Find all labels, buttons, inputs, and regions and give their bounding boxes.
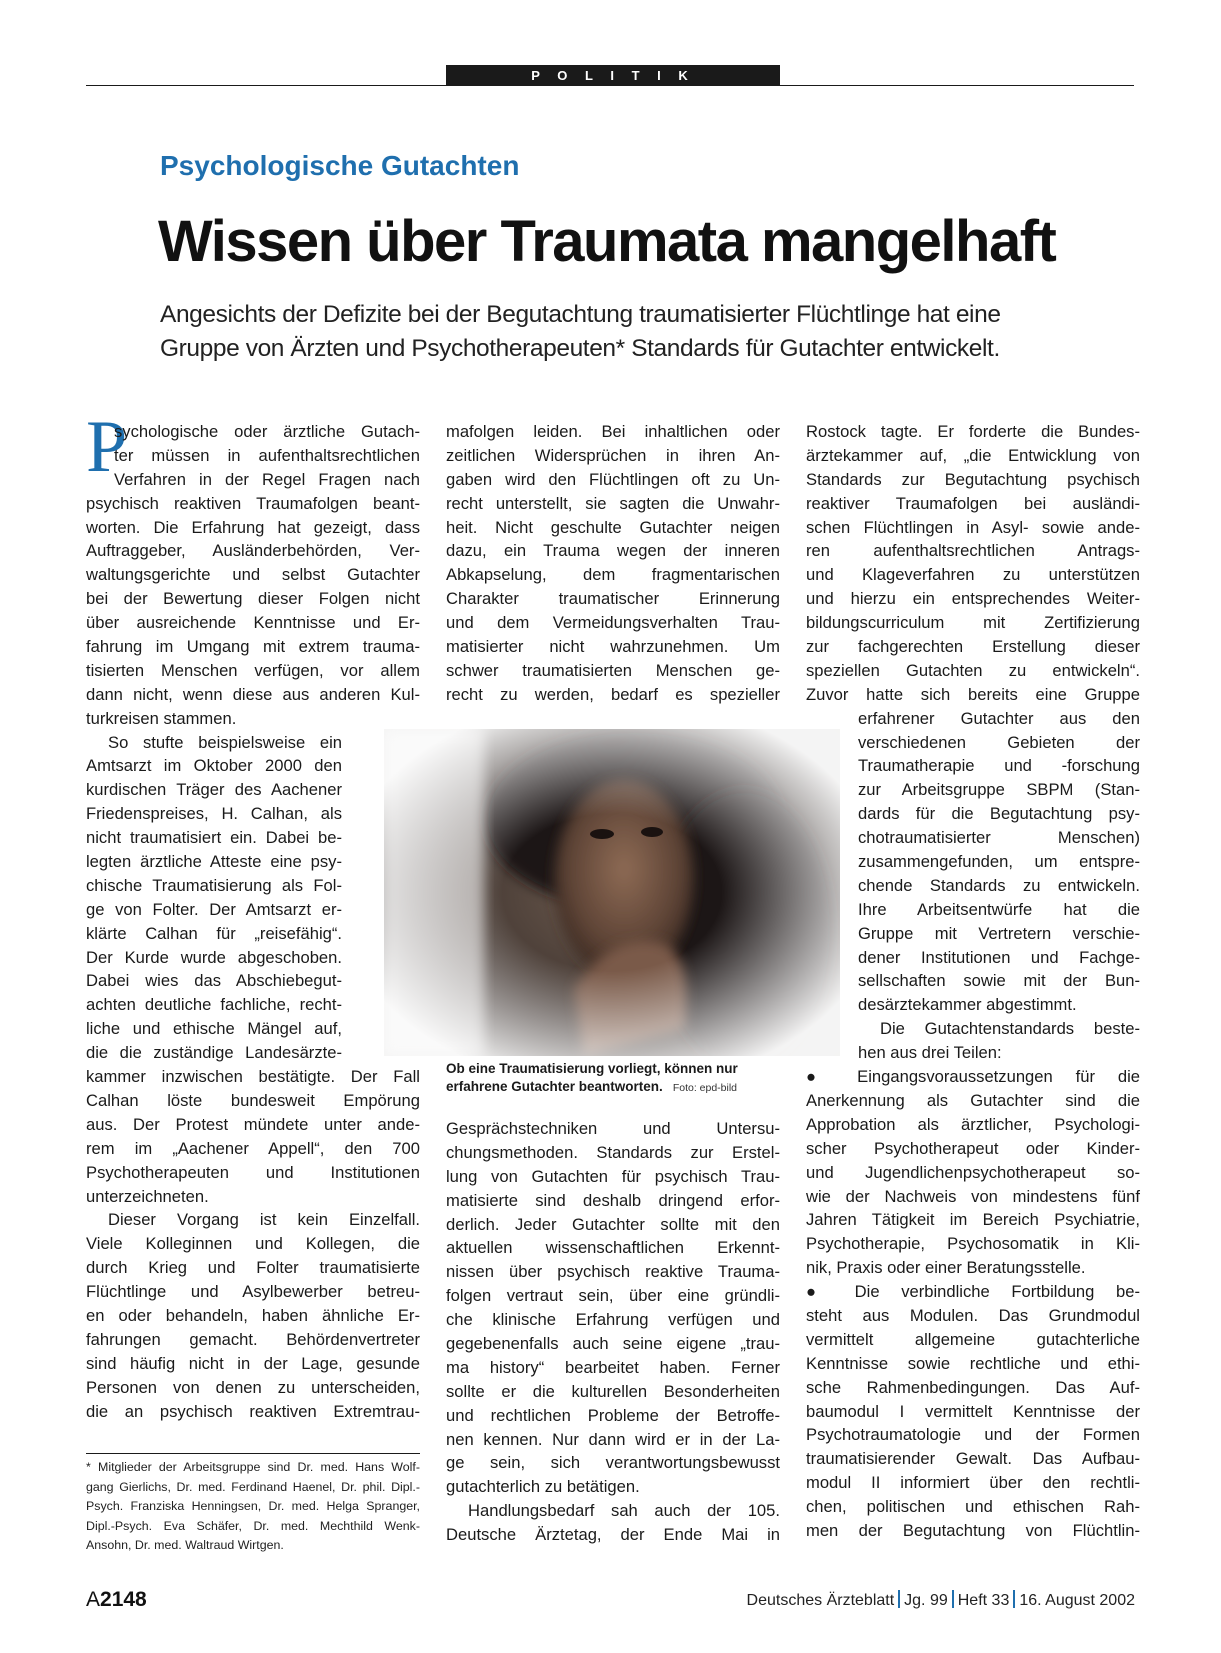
text-line: und hierzu ein entsprechendes Weiter- bbox=[806, 589, 1140, 609]
text-line: und dem Vermeidungsverhalten Trau- bbox=[446, 613, 780, 633]
text-line: ge von Folter. Der Amtsarzt er- bbox=[86, 899, 342, 919]
text-line: fahrung im Umgang mit extrem trauma- bbox=[86, 637, 420, 657]
text-line: tisierten Menschen verfügen, vor allem bbox=[86, 660, 420, 680]
text-line: klärte Calhan für „reisefähig“. bbox=[86, 923, 342, 943]
text-line: sychologische oder ärztliche Gutach- bbox=[114, 422, 420, 441]
text-line: Calhan löste bundesweit Empörung bbox=[86, 1090, 420, 1110]
footnote-line: * Mitglieder der Arbeitsgruppe sind Dr. med. Hans Wolf- bbox=[86, 1460, 420, 1474]
column-3 bbox=[806, 420, 1140, 1543]
text-line: worten. Die Erfahrung hat gezeigt, dass bbox=[86, 517, 420, 537]
separator bbox=[1013, 1590, 1015, 1608]
text-line: matisierter nicht wahrzunehmen. Um bbox=[446, 637, 780, 657]
text-line: vermittelt allgemeine gutachterliche bbox=[806, 1329, 1140, 1349]
text-line: sind häufig nicht in der Lage, gesunde bbox=[86, 1353, 420, 1373]
text-line: ma history“ bearbeitet haben. Ferner bbox=[446, 1357, 780, 1377]
text-line: bei der Bewertung dieser Folgen nicht bbox=[86, 589, 420, 609]
text-line: und rechtlichen Probleme der Betroffe- bbox=[446, 1405, 780, 1425]
text-line: zusammengefunden, um entspre- bbox=[858, 852, 1140, 872]
text-line: Deutsche Ärztetag, der Ende Mai in bbox=[446, 1525, 780, 1545]
text-line: ● Die verbindliche Fortbildung be- bbox=[806, 1282, 1140, 1302]
article-photo bbox=[384, 729, 840, 1056]
text-line: verschiedenen Gebieten der bbox=[858, 732, 1140, 752]
text-line: Zuvor hatte sich bereits eine Gruppe bbox=[806, 684, 1140, 704]
text-line: men der Begutachtung von Flüchtlin- bbox=[806, 1520, 1140, 1540]
text-line: Gruppe mit Vertretern verschie- bbox=[858, 923, 1140, 943]
text-line: nissen über psychisch reaktive Trauma- bbox=[446, 1262, 780, 1282]
text-line: dann nicht, wenn diese aus anderen Kul- bbox=[86, 684, 420, 704]
text-line: Traumatherapie und -forschung bbox=[858, 756, 1140, 776]
text-line: Anerkennung als Gutachter sind die bbox=[806, 1090, 1140, 1110]
caption-text: Ob eine Traumatisierung vorliegt, können nur erfahrene Gutachter beantworten. bbox=[446, 1061, 738, 1094]
text-line: fahrungen gemacht. Behördenvertreter bbox=[86, 1329, 420, 1349]
journal-name: Deutsches Ärzteblatt bbox=[746, 1592, 895, 1609]
column-1 bbox=[86, 420, 420, 1423]
text-line: die an psychisch reaktiven Extremtrau- bbox=[86, 1401, 420, 1421]
text-line: Amtsarzt im Oktober 2000 den bbox=[86, 756, 342, 776]
footnote-line: Dipl.-Psych. Eva Schäfer, Dr. med. Mechthild Wenk- bbox=[86, 1518, 420, 1533]
text-line: Friedenspreises, H. Calhan, als bbox=[86, 804, 342, 824]
journal-footer bbox=[747, 1590, 1135, 1610]
text-line: erfahrener Gutachter aus den bbox=[858, 708, 1140, 728]
text-line: hen aus drei Teilen: bbox=[858, 1043, 1002, 1063]
text-line: sche Rahmenbedingungen. Das Auf- bbox=[806, 1377, 1140, 1397]
text-line: Rostock tagte. Er forderte die Bundes- bbox=[806, 422, 1140, 441]
photo-caption bbox=[446, 1060, 780, 1097]
journal-issue: Heft 33 bbox=[957, 1592, 1010, 1609]
text-line: ren aufenthaltsrechtlichen Antrags- bbox=[806, 541, 1140, 561]
page-number-value: 2148 bbox=[100, 1588, 147, 1611]
journal-date: 16. August 2002 bbox=[1019, 1592, 1135, 1609]
text-line: Approbation als ärztlicher, Psychologi- bbox=[806, 1114, 1140, 1134]
text-line: chotraumatisierter Menschen) bbox=[858, 828, 1140, 848]
text-line: aus. Der Protest mündete unter ande- bbox=[86, 1114, 420, 1134]
text-line: Psychotherapie, Psychosomatik in Kli- bbox=[806, 1234, 1140, 1254]
text-line: legten ärztliche Atteste eine psy- bbox=[86, 852, 342, 872]
text-line: ter müssen in aufenthaltsrechtlichen bbox=[114, 445, 420, 465]
footnote-rule bbox=[86, 1453, 420, 1454]
text-line: Flüchtlinge und Asylbewerber betreu- bbox=[86, 1282, 420, 1302]
text-line: sellschaften sowie mit der Bun- bbox=[858, 971, 1140, 991]
text-line: derlich. Jeder Gutachter sollte mit den bbox=[446, 1214, 780, 1234]
text-line: speziellen Gutachten zu entwickeln“. bbox=[806, 660, 1140, 680]
text-line: bildungscurriculum mit Zertifizierung bbox=[806, 613, 1140, 633]
text-line: nen kennen. Nur dann wird er in der La- bbox=[446, 1429, 780, 1449]
text-line: turkreisen stammen. bbox=[86, 708, 237, 728]
text-line: lung von Gutachten für psychisch Trau- bbox=[446, 1166, 780, 1186]
text-line: zur fachgerechten Erstellung dieser bbox=[806, 637, 1140, 657]
drop-cap: P bbox=[86, 406, 128, 488]
text-line: dener Institutionen und Fachge- bbox=[858, 947, 1140, 967]
text-line: folgen vertraut sein, über eine gründli- bbox=[446, 1286, 780, 1306]
text-line: kammer inzwischen bestätigte. Der Fall bbox=[86, 1067, 420, 1087]
text-line: Personen von denen zu unterscheiden, bbox=[86, 1377, 420, 1397]
footnote-line: Psych. Franziska Henningsen, Dr. med. Helga Spranger, bbox=[86, 1499, 420, 1513]
text-line: Standards zur Begutachtung psychisch bbox=[806, 469, 1140, 489]
text-line: ● Eingangsvoraussetzungen für die bbox=[806, 1067, 1140, 1087]
text-line: Verfahren in der Regel Fragen nach bbox=[114, 469, 420, 489]
text-line: nik, Praxis oder einer Beratungsstelle. bbox=[806, 1258, 1086, 1278]
text-line: Charakter traumatischer Erinnerung bbox=[446, 589, 780, 609]
text-line: en oder behandeln, haben ähnliche Er- bbox=[86, 1305, 420, 1325]
text-line: So stufte beispielsweise ein bbox=[108, 732, 342, 752]
text-line: sollte er die kulturellen Besonderheiten bbox=[446, 1381, 780, 1401]
section-label: P O L I T I K bbox=[446, 65, 780, 86]
text-line: chen, politischen und ethischen Rah- bbox=[806, 1497, 1140, 1517]
text-line: recht zu werden, bedarf es spezieller bbox=[446, 684, 780, 704]
text-line: die die zuständige Landesärzte- bbox=[86, 1043, 342, 1063]
text-line: recht unterstellt, sie sagten die Unwahr- bbox=[446, 493, 780, 513]
text-line: und Jugendlichenpsychotherapeut so- bbox=[806, 1162, 1140, 1182]
separator bbox=[952, 1590, 954, 1608]
text-line: achten deutliche fachliche, recht- bbox=[86, 995, 342, 1015]
text-line: Psychotraumatologie und der Formen bbox=[806, 1425, 1140, 1445]
separator bbox=[898, 1590, 900, 1608]
text-line: dazu, ein Trauma wegen der inneren bbox=[446, 541, 780, 561]
text-line: und Klageverfahren zu unterstützen bbox=[806, 565, 1140, 585]
text-line: kurdischen Träger des Aachener bbox=[86, 780, 342, 800]
text-line: Gesprächstechniken und Untersu- bbox=[446, 1119, 780, 1138]
text-line: modul II informiert über den rechtli- bbox=[806, 1473, 1140, 1493]
text-line: Kenntnisse sowie rechtliche und ethi- bbox=[806, 1353, 1140, 1373]
text-line: chende Standards zu entwickeln. bbox=[858, 875, 1140, 895]
footnote bbox=[86, 1458, 420, 1556]
footnote-line: Ansohn, Dr. med. Waltraud Wirtgen. bbox=[86, 1538, 284, 1552]
text-line: Psychotherapeuten und Institutionen bbox=[86, 1162, 420, 1182]
text-line: zeitlichen Widersprüchen in ihren An- bbox=[446, 445, 780, 465]
text-line: nicht traumatisiert ein. Dabei be- bbox=[86, 828, 342, 848]
text-line: gegebenenfalls auch seine eigene „trau- bbox=[446, 1334, 780, 1354]
text-line: Handlungsbedarf sah auch der 105. bbox=[468, 1501, 780, 1521]
text-line: liche und ethische Mängel auf, bbox=[86, 1019, 342, 1039]
text-line: waltungsgerichte und selbst Gutachter bbox=[86, 565, 420, 585]
text-line: psychisch reaktiven Traumafolgen beant- bbox=[86, 493, 420, 513]
text-line: über ausreichende Kenntnisse und Er- bbox=[86, 613, 420, 633]
text-line: durch Krieg und Folter traumatisierte bbox=[86, 1258, 420, 1278]
headline: Wissen über Traumata mangelhaft bbox=[158, 209, 1056, 274]
text-line: Der Kurde wurde abgeschoben. bbox=[86, 947, 342, 967]
text-line: ärztekammer auf, „die Entwicklung von bbox=[806, 445, 1140, 465]
text-line: Auftraggeber, Ausländerbehörden, Ver- bbox=[86, 541, 420, 561]
text-line: heit. Nicht geschulte Gutachter neigen bbox=[446, 517, 780, 537]
text-line: chische Traumatisierung als Fol- bbox=[86, 875, 342, 895]
standfirst: Angesichts der Defizite bei der Begutachtung traumatisierter Flüchtlinge hat eine Gruppe von Ärzten und Psychotherapeuten* Standards für Gutachter entwickelt. bbox=[160, 301, 1001, 362]
text-line: reaktiver Traumafolgen bei ausländi- bbox=[806, 493, 1140, 513]
text-line: traumatisierender Gewalt. Das Aufbau- bbox=[806, 1449, 1140, 1469]
text-line: ge sein, sich verantwortungsbewusst bbox=[446, 1453, 780, 1473]
text-line: rem im „Aachener Appell“, den 700 bbox=[86, 1138, 420, 1158]
text-line: zur Arbeitsgruppe SBPM (Stan- bbox=[858, 780, 1140, 800]
page-prefix: A bbox=[86, 1588, 101, 1611]
text-line: Die Gutachtenstandards beste- bbox=[880, 1019, 1140, 1039]
text-line: schen Flüchtlingen in Asyl- sowie ande- bbox=[806, 517, 1140, 537]
text-line: wie der Nachweis von mindestens fünf bbox=[806, 1186, 1140, 1206]
column-2-top bbox=[446, 420, 780, 707]
photo-credit: Foto: epd-bild bbox=[672, 1082, 738, 1094]
text-line: Abkapselung, dem fragmentarischen bbox=[446, 565, 780, 585]
text-line: scher Psychotherapeut oder Kinder- bbox=[806, 1138, 1140, 1158]
text-line: chungsmethoden. Standards zur Erstel- bbox=[446, 1142, 780, 1162]
text-line: mafolgen leiden. Bei inhaltlichen oder bbox=[446, 422, 780, 441]
column-2-bottom bbox=[446, 1117, 780, 1547]
text-line: matisierte sind deshalb dringend erfor- bbox=[446, 1190, 780, 1210]
text-line: che klinische Erfahrung verfügen und bbox=[446, 1310, 780, 1330]
page-number bbox=[86, 1588, 147, 1612]
text-line: Dabei wies das Abschiebegut- bbox=[86, 971, 342, 991]
text-line: Jahren Tätigkeit im Bereich Psychiatrie, bbox=[806, 1210, 1140, 1230]
text-line: desärztekammer abgestimmt. bbox=[858, 995, 1077, 1015]
text-line: schwer traumatisierten Menschen ge- bbox=[446, 660, 780, 680]
text-line: Ihre Arbeitsentwürfe hat die bbox=[858, 899, 1140, 919]
text-line: gutachterlich zu betätigen. bbox=[446, 1477, 640, 1497]
text-line: Viele Kolleginnen und Kollegen, die bbox=[86, 1234, 420, 1254]
journal-volume: Jg. 99 bbox=[904, 1592, 948, 1609]
text-line: Dieser Vorgang ist kein Einzelfall. bbox=[108, 1210, 420, 1230]
text-line: aktuellen wissenschaftlichen Erkennt- bbox=[446, 1238, 780, 1258]
text-line: steht aus Modulen. Das Grundmodul bbox=[806, 1305, 1140, 1325]
kicker: Psychologische Gutachten bbox=[160, 150, 520, 181]
footnote-line: gang Gierlichs, Dr. med. Ferdinand Haenel, Dr. phil. Dipl.- bbox=[86, 1479, 420, 1494]
text-line: baumodul I vermittelt Kenntnisse der bbox=[806, 1401, 1140, 1421]
text-line: gaben wird den Flüchtlingen oft zu Un- bbox=[446, 469, 780, 489]
text-line: dards für die Begutachtung psy- bbox=[858, 804, 1140, 824]
text-line: unterzeichneten. bbox=[86, 1186, 209, 1206]
